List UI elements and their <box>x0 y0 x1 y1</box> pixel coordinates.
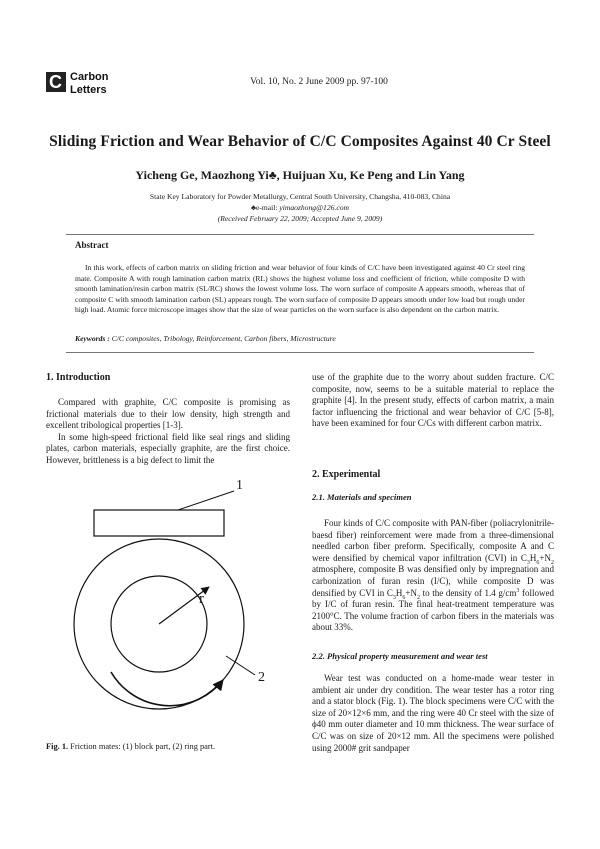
leader-line-1 <box>178 491 234 510</box>
block-part <box>94 510 224 536</box>
wear-test-text <box>312 673 554 754</box>
subsection-wear-test-heading: 2.2. Physical property measurement and wear test <box>312 651 488 661</box>
keywords-list: C/C composites, Tribology, Reinforcement, Carbon fibers, Microstructure <box>109 334 336 343</box>
volume-info: Vol. 10, No. 2 June 2009 pp. 97-100 <box>250 77 388 87</box>
abstract-text: In this work, effects of carbon matrix on sliding friction and wear behavior of four kinds of C/C have been investigated against 40 Cr steel ring mate. Composite A with rough lamination carbon matrix (RL) shows the highest volume loss and coefficient of friction, while composite D with smooth lamination/resin carbon matrix (SL/RC) shows the lowest volume loss. The worn surface of composite A appears smooth, whereas that of composite C with smooth lamination carbon (SL) appears rough. The worn surface of composite D appears smooth under low load but rough under high load. Atomic force microscope images show that the size of wear particles on the worn surface is also dependent on the carbon matrix. <box>75 263 525 315</box>
abstract-heading: Abstract <box>75 240 109 250</box>
materials-text <box>312 518 554 634</box>
figure-label-2: 2 <box>258 670 265 685</box>
wear-test-paragraph: Wear test was conducted on a home-made wear tester in ambient air under dry condition. The wear tester has a rotor ring and a stator block (Fig. 1). The block specimens were C/C with the size of 20×12×6 mm, and the ring were 40 Cr steel with the size of ϕ40 mm outer diameter and 10 mm thickness. The wear surface of C/C was on size of 20×12 mm. All the specimens were polished using 2000# grit sandpaper <box>312 673 554 753</box>
author-list: Yicheng Ge, Maozhong Yi♣, Huijuan Xu, Ke Peng and Lin Yang <box>135 168 465 182</box>
email-address: yimaozhong@126.com <box>279 203 350 212</box>
received-dates: (Received February 22, 2009; Accepted June 9, 2009) <box>217 214 383 223</box>
affiliation: State Key Laboratory for Powder Metallurgy, Central South University, Changsha, 410-083, China <box>149 192 451 201</box>
materials-paragraph: Four kinds of C/C composite with PAN-fiber (poliacrylonitrile-baesd fiber) reinforcement were made from a three-dimensional needled carbon fiber preform. Specifically, composite A and C were densified by chemical vapor infiltration (CVI) in $C_3H_6+N_2$ atmosphere, composite B was densified only by impregnation and carbonization of furan resin (I/C), while composite D was densified by CVI in $C_3H_6+N_2$ to the density of 1.4 $g/cm^3$ followed by I/C of furan resin. The final heat-treatment temperature was 2100°C. The volume fraction of carbon fibers in the materials was about 33%. <box>312 518 554 633</box>
figure-1-caption <box>46 742 215 751</box>
figure-caption-label: Fig. 1. <box>46 742 69 751</box>
leader-line-2 <box>226 656 255 675</box>
journal-name-line1: Carbon <box>70 71 109 83</box>
section-experimental-heading: 2. Experimental <box>312 469 381 480</box>
paper-title: Sliding Friction and Wear Behavior of C/C Composites Against 40 Cr Steel <box>49 133 551 150</box>
section-introduction-heading: 1. Introduction <box>46 372 111 383</box>
rotation-arrow <box>111 672 223 706</box>
figure-caption-text: Friction mates: (1) block part, (2) ring part. <box>68 742 216 751</box>
intro-paragraph-2: In some high-speed frictional field like seal rings and sliding plates, carbon materials, especially graphite, are the first choice. However, brittleness is a big defect to limit the <box>46 431 290 465</box>
figure-label-1: 1 <box>236 478 243 493</box>
intro-paragraph-1: Compared with graphite, C/C composite is promising as frictional materials due to their low density, high strength and excellent tribological properties [1-3]. <box>46 397 290 431</box>
intro-paragraph-3: use of the graphite due to the worry about sudden fracture. C/C composite, now, seems to be a suitable material to replace the graphite [4]. In the present study, effects of carbon matrix, a main factor influencing the frictional and wear behavior of C/C [5-8], have been examined for four C/Cs with different carbon matrix. <box>312 372 554 429</box>
keywords-label: Keywords : <box>75 334 110 343</box>
intro-text-right <box>312 372 554 430</box>
figure-label-r: r <box>199 591 204 607</box>
email-label: ♣e-mail: <box>250 203 280 212</box>
journal-name-line2: Letters <box>70 84 107 96</box>
subsection-materials-heading: 2.1. Materials and specimen <box>312 492 412 502</box>
journal-logo-mark: C <box>49 72 62 92</box>
